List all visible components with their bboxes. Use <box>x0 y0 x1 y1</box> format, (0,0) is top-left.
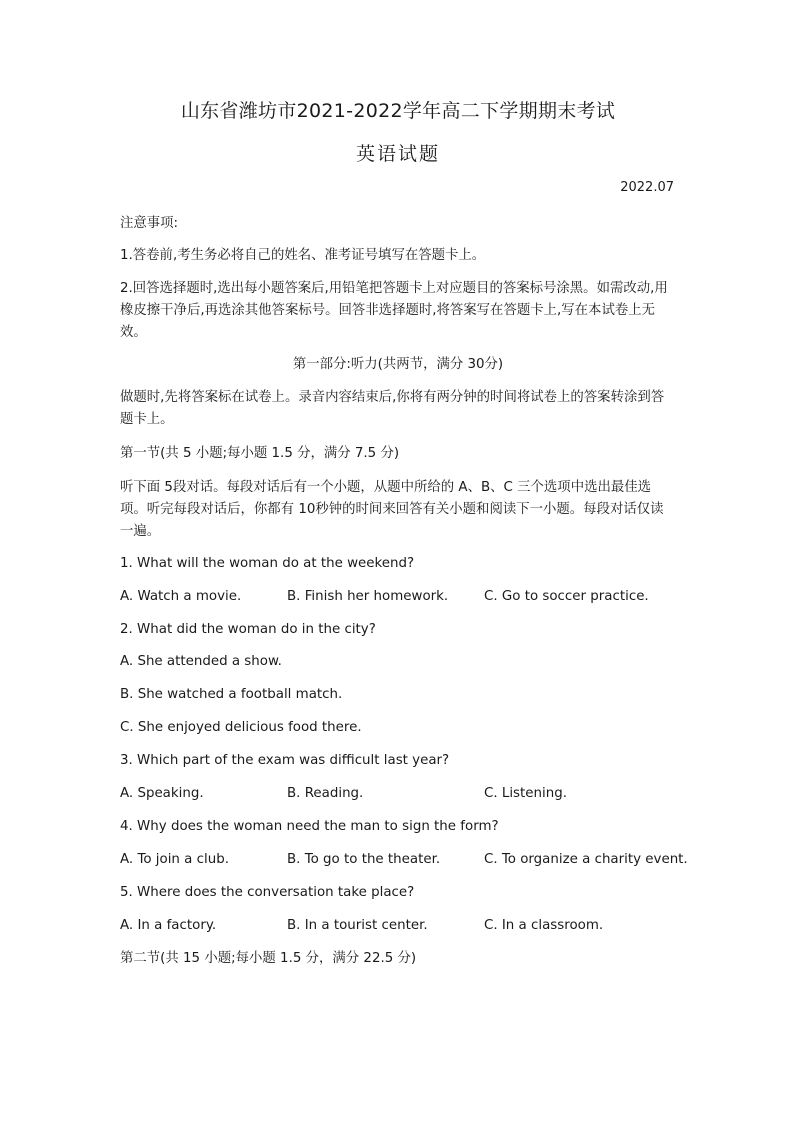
question-3: 3. Which part of the exam was difficult last year? <box>120 753 450 768</box>
section1-intro: 听下面 5段对话。每段对话后有一个小题，从题中所给的 A、B、C 三个选项中选出最佳选项。听完每段对话后，你都有 10秒钟的时间来回答有关小题和阅读下一小题。每段对话仅读一遍。 <box>120 480 664 539</box>
question-1-option-b: B. Finish her homework. <box>287 589 449 604</box>
question-4-option-c: C. To organize a charity event. <box>484 852 688 867</box>
question-4-option-b: B. To go to the theater. <box>287 852 441 867</box>
notes-heading: 注意事项: <box>120 216 179 231</box>
question-2-option-a: A. She attended a show. <box>120 654 282 669</box>
question-1: 1. What will the woman do at the weekend? <box>120 556 415 571</box>
part1-intro: 做题时,先将答案标在试卷上。录音内容结束后,你将有两分钟的时间将试卷上的答案转涂到答题卡上。 <box>120 390 665 427</box>
question-3-option-b: B. Reading. <box>287 786 364 801</box>
question-4-option-a: A. To join a club. <box>120 852 229 867</box>
question-2-option-b: B. She watched a football match. <box>120 687 343 702</box>
question-3-options <box>120 783 676 805</box>
exam-page <box>120 0 688 1123</box>
question-1-option-c: C. Go to soccer practice. <box>484 589 649 604</box>
question-1-options <box>120 586 676 608</box>
exam-date: 2022.07 <box>620 180 674 195</box>
question-2-option-c: C. She enjoyed delicious food there. <box>120 720 362 735</box>
exam-subtitle: 英语试题 <box>355 143 440 165</box>
question-5: 5. Where does the conversation take place? <box>120 885 415 900</box>
notes-item-1: 1.答卷前,考生务必将自己的姓名、准考证号填写在答题卡上。 <box>120 248 486 263</box>
question-5-option-a: A. In a factory. <box>120 918 217 933</box>
question-5-option-b: B. In a tourist center. <box>287 918 428 933</box>
notes-item-2: 2.回答选择题时,选出每小题答案后,用铅笔把答题卡上对应题目的答案标号涂黑。如需改动,用橡皮擦干净后,再选涂其他答案标号。回答非选择题时,将答案写在答题卡上,写在本试卷上无效。 <box>120 281 668 340</box>
question-2: 2. What did the woman do in the city? <box>120 622 376 637</box>
exam-title: 山东省潍坊市2021-2022学年高二下学期期末考试 <box>180 100 616 122</box>
question-5-option-c: C. In a classroom. <box>484 918 604 933</box>
question-3-option-a: A. Speaking. <box>120 786 204 801</box>
question-5-options <box>120 915 676 937</box>
part1-heading: 第一部分:听力(共两节，满分 30分) <box>292 357 504 372</box>
question-4-options <box>120 849 688 871</box>
question-1-option-a: A. Watch a movie. <box>120 589 242 604</box>
question-3-option-c: C. Listening. <box>484 786 567 801</box>
question-4: 4. Why does the woman need the man to sign the form? <box>120 819 499 834</box>
section2-heading: 第二节(共 15 小题;每小题 1.5 分，满分 22.5 分) <box>120 951 417 966</box>
section1-heading: 第一节(共 5 小题;每小题 1.5 分，满分 7.5 分) <box>120 446 400 461</box>
